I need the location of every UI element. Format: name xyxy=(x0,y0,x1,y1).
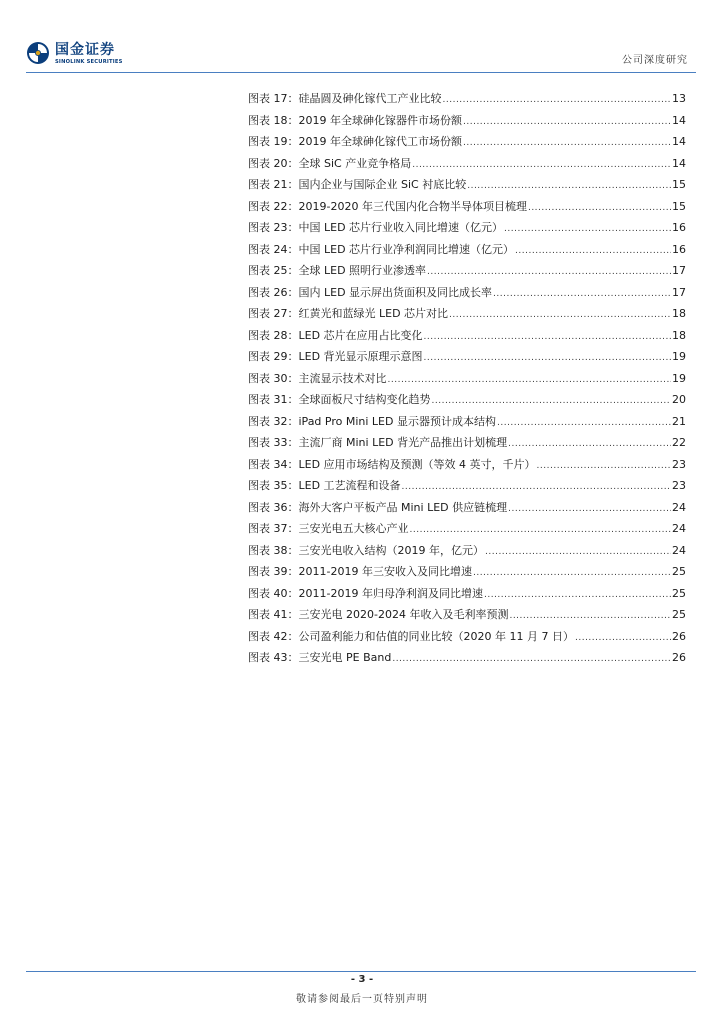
toc-entry[interactable] xyxy=(248,561,686,583)
toc-entry-label: 图表 36： xyxy=(248,500,299,514)
toc-entry-label: 图表 42： xyxy=(248,629,299,643)
toc-entry[interactable] xyxy=(248,325,686,347)
toc-entry-label: 图表 34： xyxy=(248,457,299,471)
toc-leader-dots xyxy=(388,370,672,392)
toc-leader-dots xyxy=(402,477,671,499)
toc-entry-page: 15 xyxy=(672,199,686,213)
toc-entry[interactable] xyxy=(248,239,686,261)
toc-entry-label: 图表 23： xyxy=(248,221,299,234)
disclaimer-text: 敬请参阅最后一页特别声明 xyxy=(296,994,428,1005)
toc-entry-label: 图表 33： xyxy=(248,436,299,449)
toc-entry-label: 图表 24： xyxy=(248,242,299,256)
toc-entry-label: 图表 21： xyxy=(248,178,299,191)
toc-entry[interactable] xyxy=(248,110,686,132)
toc-entry[interactable] xyxy=(248,217,686,239)
toc-entry[interactable] xyxy=(248,604,686,626)
toc-entry[interactable] xyxy=(248,88,686,110)
toc-entry-title: LED 应用市场结构及预测（等效 4 英寸，千片） xyxy=(298,457,536,471)
toc-leader-dots xyxy=(410,520,672,542)
toc-entry-page: 17 xyxy=(672,285,686,299)
toc-entry-label: 图表 27： xyxy=(248,307,299,320)
toc-leader-dots xyxy=(508,499,671,521)
toc-entry-label: 图表 30： xyxy=(248,371,299,385)
toc-entry-title: 2019 年全球砷化镓代工市场份额 xyxy=(298,135,462,148)
report-type: 公司深度研究 xyxy=(622,55,688,66)
toc-leader-dots xyxy=(497,413,671,435)
toc-entry[interactable] xyxy=(248,260,686,282)
toc-entry-title: 三安光电 PE Band xyxy=(298,651,392,664)
toc-leader-dots xyxy=(509,606,671,628)
toc-entry-page: 18 xyxy=(672,328,686,342)
toc-entry[interactable] xyxy=(248,282,686,304)
toc-leader-dots xyxy=(424,348,671,370)
toc-entry-title: LED 芯片在应用占比变化 xyxy=(298,328,423,342)
toc-entry[interactable] xyxy=(248,346,686,368)
toc-entry-label: 图表 37： xyxy=(248,522,299,535)
toc-entry-page: 16 xyxy=(672,242,686,256)
toc-entry-title: iPad Pro Mini LED 显示器预计成本结构 xyxy=(298,414,496,428)
toc-entry-label: 图表 22： xyxy=(248,199,299,213)
toc-leader-dots xyxy=(463,133,671,155)
toc-leader-dots xyxy=(467,176,671,198)
toc-leader-dots xyxy=(432,391,672,413)
toc-entry[interactable] xyxy=(248,518,686,540)
toc-leader-dots xyxy=(412,155,671,177)
table-of-figures xyxy=(248,88,686,669)
toc-leader-dots xyxy=(528,198,671,220)
toc-entry[interactable] xyxy=(248,389,686,411)
toc-entry-page: 24 xyxy=(672,500,686,514)
toc-entry-title: 全球面板尺寸结构变化趋势 xyxy=(298,393,431,406)
toc-entry-page: 25 xyxy=(672,608,686,621)
toc-entry[interactable] xyxy=(248,303,686,325)
toc-entry-page: 14 xyxy=(672,156,686,170)
toc-entry-page: 14 xyxy=(672,135,686,148)
toc-entry-label: 图表 28： xyxy=(248,328,299,342)
header-divider xyxy=(26,72,696,73)
toc-entry[interactable] xyxy=(248,475,686,497)
toc-entry-label: 图表 31： xyxy=(248,393,299,406)
toc-leader-dots xyxy=(508,434,671,456)
toc-entry-page: 25 xyxy=(672,586,686,600)
toc-leader-dots xyxy=(537,456,671,478)
toc-entry[interactable] xyxy=(248,131,686,153)
toc-entry-page: 24 xyxy=(672,543,686,557)
company-logo xyxy=(26,40,136,70)
toc-entry-label: 图表 29： xyxy=(248,350,299,363)
toc-entry-page: 16 xyxy=(672,221,686,234)
toc-entry[interactable] xyxy=(248,432,686,454)
toc-leader-dots xyxy=(504,219,671,241)
toc-entry-title: 海外大客户平板产品 Mini LED 供应链梳理 xyxy=(298,500,508,514)
toc-entry-title: 三安光电五大核心产业 xyxy=(298,522,409,535)
logo-english-name: SINOLINK SECURITIES xyxy=(55,59,123,65)
toc-leader-dots xyxy=(443,90,672,112)
toc-entry-title: LED 背光显示原理示意图 xyxy=(298,350,423,363)
toc-entry-title: 中国 LED 芯片行业收入同比增速（亿元） xyxy=(298,221,504,234)
toc-entry-label: 图表 26： xyxy=(248,285,299,299)
toc-entry-title: LED 工艺流程和设备 xyxy=(298,479,401,492)
toc-leader-dots xyxy=(392,649,671,671)
toc-entry[interactable] xyxy=(248,454,686,476)
toc-entry-title: 2011-2019 年归母净利润及同比增速 xyxy=(298,586,483,600)
toc-entry-label: 图表 39： xyxy=(248,565,299,578)
toc-entry-page: 25 xyxy=(672,565,686,578)
toc-entry-label: 图表 43： xyxy=(248,651,299,664)
toc-entry-page: 22 xyxy=(672,436,686,449)
toc-entry-label: 图表 25： xyxy=(248,264,299,277)
toc-leader-dots xyxy=(484,585,671,607)
toc-entry[interactable] xyxy=(248,583,686,605)
toc-entry[interactable] xyxy=(248,626,686,648)
toc-entry-page: 19 xyxy=(672,371,686,385)
toc-entry-page: 19 xyxy=(672,350,686,363)
toc-entry[interactable] xyxy=(248,196,686,218)
toc-entry-label: 图表 18： xyxy=(248,113,299,127)
toc-entry-page: 14 xyxy=(672,113,686,127)
toc-entry-title: 公司盈利能力和估值的同业比较（2020 年 11 月 7 日） xyxy=(298,629,574,643)
toc-entry-title: 三安光电 2020-2024 年收入及毛利率预测 xyxy=(298,608,509,621)
toc-entry-label: 图表 20： xyxy=(248,156,299,170)
toc-entry-label: 图表 17： xyxy=(248,92,299,105)
toc-entry-title: 全球 SiC 产业竞争格局 xyxy=(298,156,412,170)
toc-entry-page: 13 xyxy=(672,92,686,105)
toc-entry-title: 2011-2019 年三安收入及同比增速 xyxy=(298,565,472,578)
toc-entry[interactable] xyxy=(248,540,686,562)
toc-entry-title: 硅晶圆及砷化镓代工产业比较 xyxy=(298,92,442,105)
toc-entry-title: 国内 LED 显示屏出货面积及同比成长率 xyxy=(298,285,493,299)
page-header xyxy=(0,0,724,76)
toc-entry[interactable] xyxy=(248,647,686,669)
page-number: - 3 - xyxy=(350,974,374,985)
toc-entry-label: 图表 40： xyxy=(248,586,299,600)
toc-entry-title: 三安光电收入结构（2019 年，亿元） xyxy=(298,543,484,557)
toc-entry-title: 2019 年全球砷化镓器件市场份额 xyxy=(298,113,462,127)
toc-entry-title: 主流厂商 Mini LED 背光产品推出计划梳理 xyxy=(298,436,508,449)
toc-entry[interactable] xyxy=(248,368,686,390)
toc-entry[interactable] xyxy=(248,153,686,175)
toc-leader-dots xyxy=(575,628,671,650)
footer-divider xyxy=(26,971,696,972)
toc-entry-page: 18 xyxy=(672,307,686,320)
toc-leader-dots xyxy=(515,241,671,263)
toc-entry-page: 15 xyxy=(672,178,686,191)
toc-entry-title: 红黄光和蓝绿光 LED 芯片对比 xyxy=(298,307,449,320)
toc-leader-dots xyxy=(427,262,671,284)
toc-entry-label: 图表 19： xyxy=(248,135,299,148)
toc-entry[interactable] xyxy=(248,411,686,433)
toc-entry-title: 2019-2020 年三代国内化合物半导体项目梳理 xyxy=(298,199,527,213)
toc-entry-title: 全球 LED 照明行业渗透率 xyxy=(298,264,427,277)
toc-leader-dots xyxy=(424,327,671,349)
toc-entry-label: 图表 35： xyxy=(248,479,299,492)
toc-entry-page: 17 xyxy=(672,264,686,277)
toc-entry-page: 26 xyxy=(672,651,686,664)
toc-leader-dots xyxy=(463,112,671,134)
logo-chinese-name: 国金证券 xyxy=(55,42,115,58)
toc-entry[interactable] xyxy=(248,497,686,519)
toc-entry[interactable] xyxy=(248,174,686,196)
toc-leader-dots xyxy=(473,563,671,585)
toc-leader-dots xyxy=(449,305,671,327)
toc-entry-page: 20 xyxy=(672,393,686,406)
toc-entry-label: 图表 32： xyxy=(248,414,299,428)
toc-entry-label: 图表 38： xyxy=(248,543,299,557)
sinolink-logo-icon xyxy=(26,41,50,65)
toc-entry-title: 国内企业与国际企业 SiC 衬底比较 xyxy=(298,178,467,191)
toc-entry-page: 24 xyxy=(672,522,686,535)
toc-entry-page: 26 xyxy=(672,629,686,643)
toc-leader-dots xyxy=(485,542,671,564)
toc-leader-dots xyxy=(493,284,671,306)
toc-entry-page: 23 xyxy=(672,479,686,492)
toc-entry-title: 中国 LED 芯片行业净利润同比增速（亿元） xyxy=(298,242,515,256)
toc-entry-page: 23 xyxy=(672,457,686,471)
toc-entry-page: 21 xyxy=(672,414,686,428)
toc-entry-label: 图表 41： xyxy=(248,608,299,621)
toc-entry-title: 主流显示技术对比 xyxy=(298,371,387,385)
